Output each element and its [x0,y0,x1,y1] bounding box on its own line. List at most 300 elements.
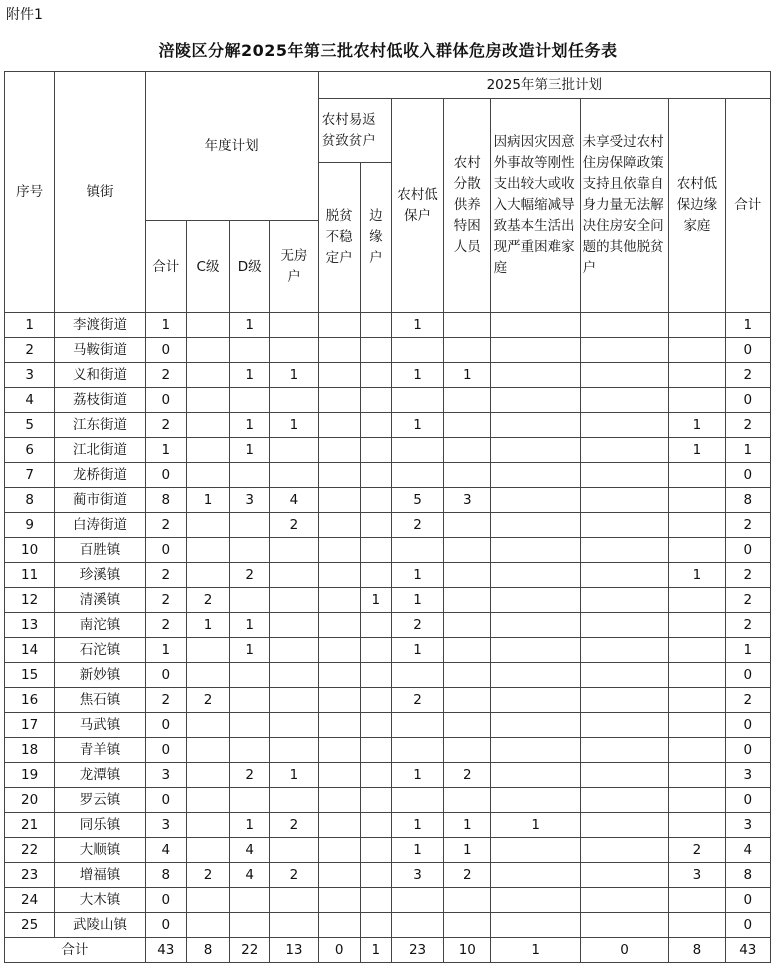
cell-dibao [391,788,443,813]
cell-illness [491,688,580,713]
cell-unstable [318,913,360,938]
cell-edge [360,663,391,688]
cell-d: 1 [230,638,270,663]
header-annual-total: 合计 [145,221,186,313]
cell-tekun [444,688,491,713]
cell-tekun [444,713,491,738]
totals-row [5,938,771,963]
cell-name: 南沱镇 [55,613,145,638]
cell-dibaoedge [669,763,725,788]
cell-c [186,563,229,588]
cell-tekun [444,463,491,488]
cell-dibao [391,913,443,938]
cell-dibaoedge [669,713,725,738]
cell-unstable [318,813,360,838]
cell-nohouse [270,788,318,813]
cell-name: 增福镇 [55,863,145,888]
cell-tekun: 1 [444,813,491,838]
cell-tekun: 2 [444,863,491,888]
cell-c: 1 [186,613,229,638]
cell-sum: 2 [725,588,770,613]
cell-sum: 0 [725,538,770,563]
header-annual-plan: 年度计划 [145,72,318,221]
cell-d [230,713,270,738]
cell-sum: 8 [725,863,770,888]
cell-tekun [444,513,491,538]
cell-tekun [444,313,491,338]
table-row [5,863,771,888]
header-dibao: 农村低保户 [391,99,443,313]
cell-dibao: 1 [391,313,443,338]
attachment-label: 附件1 [6,7,43,23]
cell-nohouse: 2 [270,863,318,888]
cell-nosupport [580,713,668,738]
cell-sum: 0 [725,388,770,413]
cell-nohouse [270,338,318,363]
cell-illness [491,313,580,338]
cell-dibao: 3 [391,863,443,888]
cell-sum: 0 [725,663,770,688]
cell-unstable [318,588,360,613]
cell-total: 1 [145,638,186,663]
cell-tekun [444,588,491,613]
cell-illness [491,738,580,763]
cell-name: 新妙镇 [55,663,145,688]
cell-dibao: 1 [391,563,443,588]
cell-nosupport [580,738,668,763]
cell-nosupport [580,763,668,788]
cell-nosupport [580,588,668,613]
cell-unstable [318,513,360,538]
cell-total: 2 [145,588,186,613]
cell-sum: 0 [725,788,770,813]
cell-nohouse [270,913,318,938]
table-row [5,638,771,663]
cell-illness [491,588,580,613]
cell-edge [360,488,391,513]
cell-d [230,913,270,938]
cell-c: 2 [186,588,229,613]
cell-sum: 2 [725,563,770,588]
cell-name: 马武镇 [55,713,145,738]
task-table [4,71,771,963]
cell-c [186,838,229,863]
table-row [5,763,771,788]
cell-nohouse [270,313,318,338]
cell-dibaoedge [669,688,725,713]
cell-dibaoedge: 1 [669,438,725,463]
cell-d: 1 [230,813,270,838]
cell-nohouse: 1 [270,413,318,438]
header-annual-nohouse: 无房户 [270,221,318,313]
cell-name: 江北街道 [55,438,145,463]
cell-total: 8 [145,488,186,513]
cell-illness [491,513,580,538]
cell-name: 蔺市街道 [55,488,145,513]
cell-c [186,763,229,788]
table-row [5,813,771,838]
cell-sum: 3 [725,813,770,838]
header-no-support: 未享受过农村住房保障政策支持且依靠自身力量无法解决住房安全问题的其他脱贫户 [580,99,668,313]
cell-sum: 2 [725,613,770,638]
table-row [5,538,771,563]
cell-nohouse: 1 [270,763,318,788]
cell-dibaoedge [669,788,725,813]
cell-illness [491,488,580,513]
cell-unstable [318,413,360,438]
cell-d: 2 [230,563,270,588]
cell-dibao: 1 [391,638,443,663]
cell-d: 1 [230,438,270,463]
cell-no: 20 [5,788,55,813]
cell-nosupport [580,863,668,888]
cell-d [230,338,270,363]
cell-edge [360,838,391,863]
cell-dibaoedge [669,813,725,838]
cell-dibao: 5 [391,488,443,513]
cell-name: 李渡街道 [55,313,145,338]
table-row [5,438,771,463]
cell-edge [360,738,391,763]
cell-illness [491,463,580,488]
cell-sum: 0 [725,913,770,938]
cell-unstable [318,538,360,563]
cell-edge [360,438,391,463]
cell-d: 4 [230,838,270,863]
cell-c [186,888,229,913]
cell-tekun [444,738,491,763]
cell-unstable [318,763,360,788]
cell-dibaoedge [669,913,725,938]
cell-edge [360,338,391,363]
cell-total: 2 [145,413,186,438]
cell-c [186,388,229,413]
cell-d [230,888,270,913]
header-batch-plan: 2025年第三批计划 [318,72,770,99]
cell-sum: 1 [725,313,770,338]
cell-dibaoedge [669,488,725,513]
cell-d [230,388,270,413]
header-annual-d: D级 [230,221,270,313]
cell-c [186,538,229,563]
total-nohouse: 13 [270,938,318,963]
cell-dibao [391,463,443,488]
cell-illness [491,438,580,463]
cell-unstable [318,613,360,638]
cell-dibaoedge [669,463,725,488]
cell-nosupport [580,513,668,538]
table-row [5,738,771,763]
cell-unstable [318,663,360,688]
cell-nohouse [270,888,318,913]
cell-d [230,538,270,563]
cell-dibaoedge [669,313,725,338]
cell-name: 荔枝街道 [55,388,145,413]
cell-edge [360,913,391,938]
cell-c [186,363,229,388]
cell-dibaoedge: 1 [669,413,725,438]
cell-no: 21 [5,813,55,838]
cell-d [230,588,270,613]
cell-nohouse: 4 [270,488,318,513]
cell-dibaoedge [669,638,725,663]
table-row [5,888,771,913]
cell-dibaoedge [669,513,725,538]
cell-name: 马鞍街道 [55,338,145,363]
cell-sum: 4 [725,838,770,863]
cell-tekun: 1 [444,363,491,388]
table-row [5,688,771,713]
cell-total: 4 [145,838,186,863]
cell-unstable [318,838,360,863]
cell-d: 4 [230,863,270,888]
cell-name: 龙桥街道 [55,463,145,488]
cell-sum: 0 [725,888,770,913]
header-annual-c: C级 [186,221,229,313]
cell-no: 14 [5,638,55,663]
total-c: 8 [186,938,229,963]
header-dibao-edge: 农村低保边缘家庭 [669,99,725,313]
header-unstable: 脱贫不稳定户 [318,163,360,313]
table-row [5,388,771,413]
cell-nohouse: 2 [270,513,318,538]
total-dibao: 23 [391,938,443,963]
cell-nohouse [270,838,318,863]
cell-no: 10 [5,538,55,563]
cell-total: 0 [145,713,186,738]
cell-tekun [444,613,491,638]
header-edge: 边缘户 [360,163,391,313]
cell-no: 24 [5,888,55,913]
cell-nosupport [580,338,668,363]
cell-dibao [391,738,443,763]
cell-no: 4 [5,388,55,413]
cell-no: 18 [5,738,55,763]
total-unstable: 0 [318,938,360,963]
cell-no: 1 [5,313,55,338]
cell-nosupport [580,663,668,688]
cell-nohouse [270,688,318,713]
cell-d [230,788,270,813]
table-row [5,513,771,538]
total-nosupport: 0 [580,938,668,963]
table-row [5,313,771,338]
cell-dibaoedge [669,888,725,913]
cell-illness [491,788,580,813]
table-row [5,613,771,638]
cell-name: 大木镇 [55,888,145,913]
cell-dibaoedge [669,613,725,638]
cell-edge [360,788,391,813]
cell-total: 1 [145,438,186,463]
cell-c [186,813,229,838]
cell-edge [360,763,391,788]
cell-name: 同乐镇 [55,813,145,838]
cell-edge: 1 [360,588,391,613]
cell-edge [360,538,391,563]
cell-nohouse [270,463,318,488]
cell-nosupport [580,613,668,638]
cell-total: 2 [145,688,186,713]
cell-c [186,913,229,938]
cell-name: 焦石镇 [55,688,145,713]
header-easy-return: 农村易返贫致贫户 [318,99,391,163]
cell-d: 1 [230,413,270,438]
cell-illness [491,363,580,388]
cell-nosupport [580,838,668,863]
cell-total: 0 [145,388,186,413]
cell-unstable [318,463,360,488]
total-total: 43 [145,938,186,963]
cell-tekun [444,638,491,663]
cell-edge [360,638,391,663]
cell-unstable [318,313,360,338]
table-row [5,713,771,738]
cell-c [186,513,229,538]
cell-unstable [318,688,360,713]
cell-nosupport [580,913,668,938]
cell-nohouse: 1 [270,363,318,388]
total-sum: 43 [725,938,770,963]
cell-tekun [444,563,491,588]
cell-edge [360,813,391,838]
cell-dibao: 1 [391,588,443,613]
cell-no: 8 [5,488,55,513]
cell-name: 清溪镇 [55,588,145,613]
cell-edge [360,563,391,588]
cell-tekun [444,338,491,363]
cell-sum: 3 [725,763,770,788]
cell-total: 0 [145,913,186,938]
cell-tekun: 3 [444,488,491,513]
page-title: 涪陵区分解2025年第三批农村低收入群体危房改造计划任务表 [158,41,618,60]
cell-c [186,413,229,438]
cell-d: 1 [230,363,270,388]
cell-unstable [318,438,360,463]
cell-dibao: 1 [391,763,443,788]
cell-total: 0 [145,888,186,913]
cell-d: 1 [230,613,270,638]
cell-d: 3 [230,488,270,513]
cell-unstable [318,563,360,588]
cell-name: 青羊镇 [55,738,145,763]
cell-sum: 0 [725,338,770,363]
cell-tekun [444,663,491,688]
cell-tekun [444,913,491,938]
cell-illness [491,913,580,938]
cell-illness [491,888,580,913]
cell-no: 5 [5,413,55,438]
cell-no: 2 [5,338,55,363]
cell-illness [491,563,580,588]
total-tekun: 10 [444,938,491,963]
cell-name: 白涛街道 [55,513,145,538]
cell-nosupport [580,638,668,663]
cell-nohouse [270,588,318,613]
cell-illness [491,388,580,413]
cell-total: 2 [145,363,186,388]
cell-nosupport [580,438,668,463]
cell-d: 2 [230,763,270,788]
cell-illness [491,763,580,788]
cell-edge [360,313,391,338]
cell-tekun [444,438,491,463]
cell-name: 义和街道 [55,363,145,388]
cell-dibao: 2 [391,613,443,638]
cell-c: 2 [186,688,229,713]
cell-nosupport [580,888,668,913]
table-row [5,413,771,438]
cell-dibao [391,388,443,413]
cell-unstable [318,363,360,388]
cell-nohouse [270,713,318,738]
cell-no: 17 [5,713,55,738]
cell-total: 0 [145,463,186,488]
cell-edge [360,388,391,413]
cell-nohouse [270,563,318,588]
cell-total: 2 [145,513,186,538]
cell-dibaoedge [669,363,725,388]
cell-unstable [318,338,360,363]
cell-dibao [391,338,443,363]
total-dibaoedge: 8 [669,938,725,963]
cell-nosupport [580,463,668,488]
cell-c [186,638,229,663]
cell-tekun [444,538,491,563]
cell-c: 2 [186,863,229,888]
cell-sum: 2 [725,688,770,713]
cell-edge [360,413,391,438]
cell-nosupport [580,813,668,838]
cell-nohouse [270,613,318,638]
cell-no: 12 [5,588,55,613]
cell-dibaoedge: 1 [669,563,725,588]
cell-name: 江东街道 [55,413,145,438]
cell-no: 3 [5,363,55,388]
table-row [5,363,771,388]
cell-c [186,738,229,763]
cell-c [186,438,229,463]
cell-c [186,463,229,488]
cell-d: 1 [230,313,270,338]
table-row [5,338,771,363]
cell-no: 16 [5,688,55,713]
cell-dibao [391,713,443,738]
cell-dibaoedge [669,663,725,688]
cell-dibaoedge [669,388,725,413]
table-row [5,463,771,488]
cell-dibaoedge [669,738,725,763]
cell-total: 1 [145,313,186,338]
cell-illness: 1 [491,813,580,838]
cell-nohouse [270,538,318,563]
cell-c [186,338,229,363]
cell-illness [491,413,580,438]
cell-name: 珍溪镇 [55,563,145,588]
cell-illness [491,338,580,363]
cell-name: 石沱镇 [55,638,145,663]
cell-illness [491,838,580,863]
cell-c [186,313,229,338]
cell-nosupport [580,363,668,388]
cell-no: 9 [5,513,55,538]
header-tekun: 农村分散供养特困人员 [444,99,491,313]
cell-illness [491,638,580,663]
cell-dibao [391,663,443,688]
header-seq: 序号 [5,72,55,313]
table-row [5,838,771,863]
cell-unstable [318,788,360,813]
